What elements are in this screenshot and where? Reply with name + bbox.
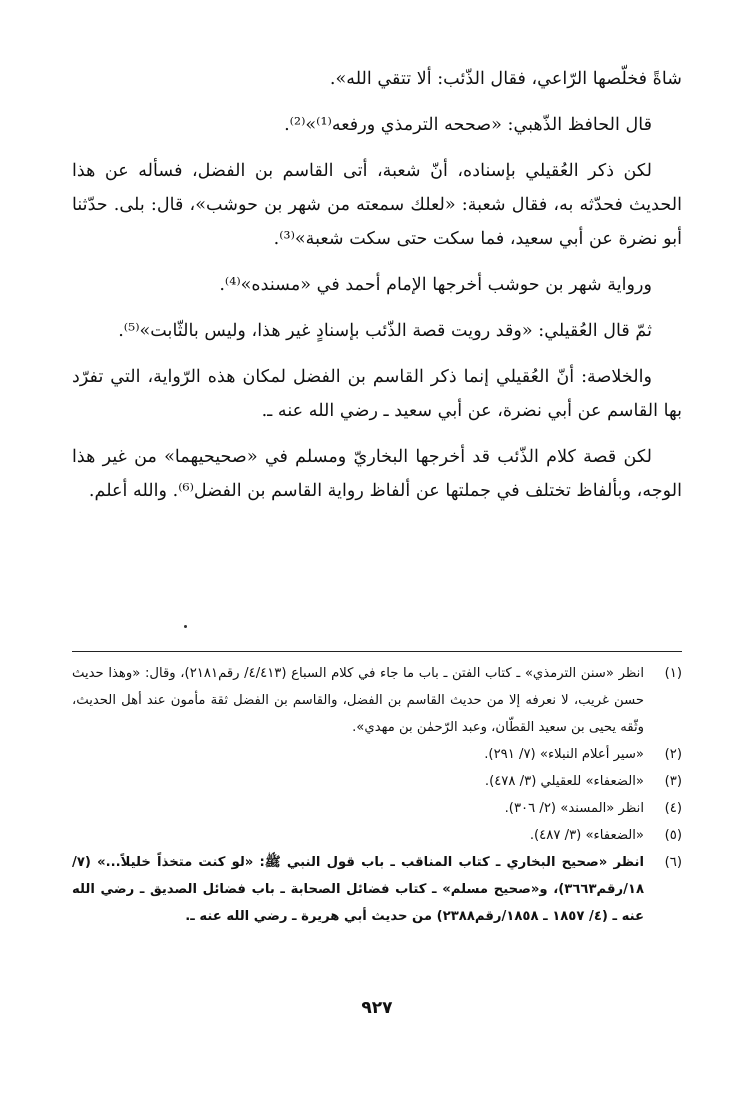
- page-number: ٩٢٧: [361, 998, 393, 1018]
- footnote: [72, 795, 682, 822]
- footnote-text: «الضعفاء» للعقيلي (٣/ ٤٧٨).: [484, 774, 644, 789]
- paragraph: شاةً فخلّصها الرّاعي، فقال الذّئب: ألا تتقي الله».: [329, 69, 682, 89]
- paragraph: قال الحافظ الذّهبي: «صححه الترمذي ورفعه⁽¹⁾»⁽²⁾.: [284, 115, 652, 135]
- footnote-number: (٦): [664, 855, 682, 870]
- footnote-number: (٤): [664, 801, 682, 816]
- footnotes: [72, 660, 682, 930]
- footnote-number: (١): [664, 666, 682, 681]
- footnote: [72, 741, 682, 768]
- footnote-number: (٣): [664, 774, 682, 789]
- footnote: [72, 849, 682, 930]
- footnote-text: انظر «المسند» (٢/ ٣٠٦).: [504, 801, 644, 816]
- footnote-number: (٥): [664, 828, 682, 843]
- footnote: [72, 660, 682, 741]
- paragraph: ثمّ قال العُقيلي: «وقد رويت قصة الذّئب بإسنادٍ غير هذا، وليس بالثّابت»⁽⁵⁾.: [118, 321, 652, 341]
- footnote-text: انظر «صحيح البخاري ـ كتاب المناقب ـ باب قول النبي ﷺ: «لو كنت متخذاً خليلاً...» (٧/ ١٨/رقم٣٦٦٣)، و«صحيح مسلم» ـ كتاب فضائل الصحابة ـ باب فضائل الصديق ـ رضي الله عنه ـ (٤/ ١٨٥٧ ـ ١٨٥٨/رقم٢٣٨٨) من حديث أبي هريرة ـ رضي الله عنه ـ.: [72, 855, 644, 924]
- footnote-text: انظر «سنن الترمذي» ـ كتاب الفتن ـ باب ما جاء في كلام السباع (٤/٤١٣/ رقم٢١٨١)، وقال: «وهذا حديث حسن غريب، لا نعرفه إلا من حديث القاسم بن الفضل، والقاسم بن الفضل ثقة مأمون عند أهل الحديث، وثّقه يحيى بن سعيد القطّان، وعبد الرّحمٰن بن مهدي».: [72, 666, 644, 735]
- footnote: [72, 822, 682, 849]
- paragraph: لكن ذكر العُقيلي بإسناده، أنّ شعبة، أتى القاسم بن الفضل، فسأله عن هذا الحديث فحدّثه به، فقال شعبة: «لعلك سمعته من شهر بن حوشب»، قال: بلى. حدّثنا أبو نضرة عن أبي سعيد، فما سكت حتى سكت شعبة»⁽³⁾.: [72, 161, 682, 249]
- footnote-text: «سير أعلام النبلاء» (٧/ ٢٩١).: [484, 747, 644, 762]
- footnote-text: «الضعفاء» (٣/ ٤٨٧).: [529, 828, 644, 843]
- paragraph: والخلاصة: أنّ العُقيلي إنما ذكر القاسم بن الفضل لمكان هذه الرّواية، التي تفرّد بها القاسم عن أبي نضرة، عن أبي سعيد ـ رضي الله عنه ـ.: [72, 367, 682, 421]
- paragraph: ورواية شهر بن حوشب أخرجها الإمام أحمد في «مسنده»⁽⁴⁾.: [219, 275, 652, 295]
- main-text: [72, 62, 682, 508]
- ink-speck: [184, 625, 187, 628]
- footnote: [72, 768, 682, 795]
- footnote-divider: [72, 651, 682, 652]
- paragraph: لكن قصة كلام الذّئب قد أخرجها البخاريّ ومسلم في «صحيحيهما» من غير هذا الوجه، وبألفاظ تختلف في جملتها عن ألفاظ رواية القاسم بن الفضل⁽⁶⁾. والله أعلم.: [72, 447, 682, 501]
- footnote-number: (٢): [664, 747, 682, 762]
